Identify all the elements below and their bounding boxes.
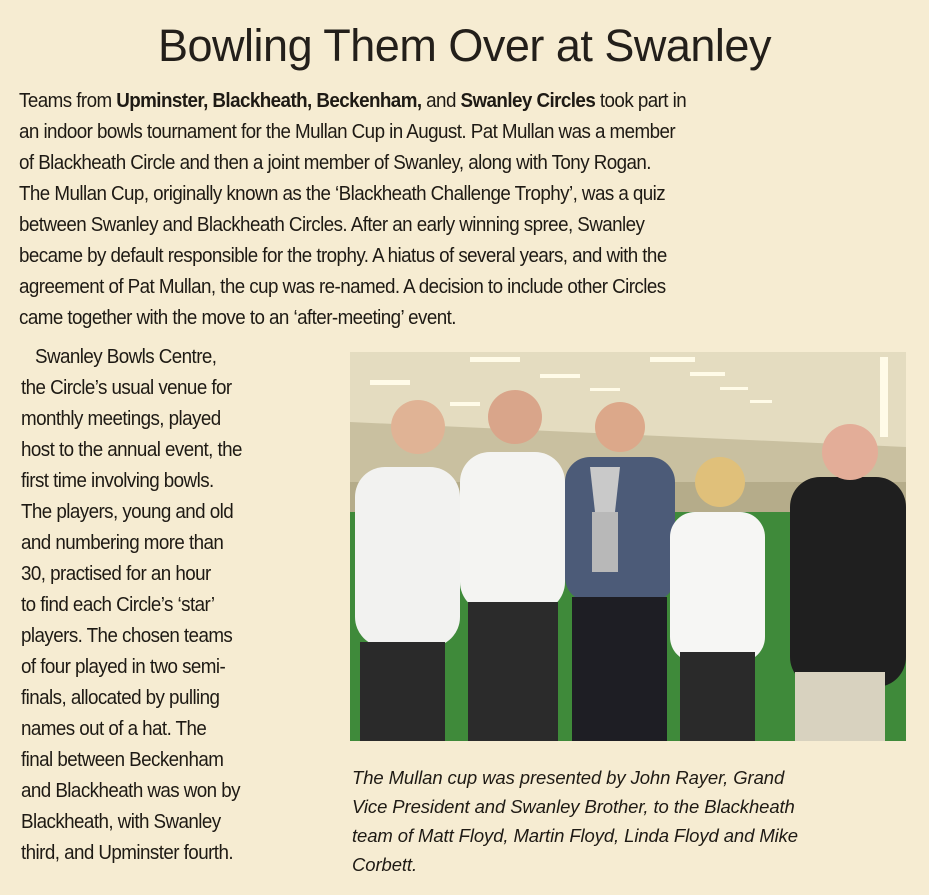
trophy-icon xyxy=(590,467,620,572)
column-line: the Circle’s usual venue for xyxy=(21,377,232,399)
intro-text: Teams from xyxy=(19,90,117,112)
intro-line: of Blackheath Circle and then a joint member of Swanley, along with Tony Rogan. xyxy=(19,152,651,174)
intro-line: became by default responsible for the trophy. A hiatus of several years, and with the xyxy=(19,245,667,267)
photo-illustration xyxy=(350,352,906,741)
photo-caption xyxy=(352,763,922,879)
body-column xyxy=(21,342,341,869)
column-line: 30, practised for an hour xyxy=(21,563,211,585)
column-line: names out of a hat. The xyxy=(21,718,207,740)
intro-text: took part in xyxy=(595,90,687,112)
intro-line xyxy=(19,86,865,117)
caption-line: Vice President and Swanley Brother, to the Blackheath xyxy=(352,796,795,817)
column-line: and Blackheath was won by xyxy=(21,780,240,802)
intro-paragraph xyxy=(19,86,919,334)
column-line: Blackheath, with Swanley xyxy=(21,811,221,833)
intro-line: agreement of Pat Mullan, the cup was re-named. A decision to include other Circles xyxy=(19,276,666,298)
column-line: monthly meetings, played xyxy=(21,408,221,430)
column-line: of four played in two semi- xyxy=(21,656,226,678)
caption-line: The Mullan cup was presented by John Rayer, Grand xyxy=(352,767,785,788)
intro-bold-swanley: Swanley Circles xyxy=(460,90,596,112)
column-line: first time involving bowls. xyxy=(21,470,214,492)
intro-bold-circles: Upminster, Blackheath, Beckenham, xyxy=(116,90,422,112)
caption-line: Corbett. xyxy=(352,854,418,875)
team-photo xyxy=(350,352,906,741)
intro-line: came together with the move to an ‘after-meeting’ event. xyxy=(19,307,456,329)
column-line: Swanley Bowls Centre, xyxy=(21,346,217,368)
caption-line: team of Matt Floyd, Martin Floyd, Linda Floyd and Mike xyxy=(352,825,798,846)
column-line: host to the annual event, the xyxy=(21,439,242,461)
column-line: final between Beckenham xyxy=(21,749,224,771)
intro-line: between Swanley and Blackheath Circles. After an early winning spree, Swanley xyxy=(19,214,645,236)
intro-line: The Mullan Cup, originally known as the ‘Blackheath Challenge Trophy’, was a quiz xyxy=(19,183,666,205)
column-line: finals, allocated by pulling xyxy=(21,687,220,709)
intro-line: an indoor bowls tournament for the Mullan Cup in August. Pat Mullan was a member xyxy=(19,121,676,143)
column-line: players. The chosen teams xyxy=(21,625,233,647)
column-line: The players, young and old xyxy=(21,501,234,523)
article-title: Bowling Them Over at Swanley xyxy=(158,20,771,71)
column-line: third, and Upminster fourth. xyxy=(21,842,234,864)
column-line: and numbering more than xyxy=(21,532,224,554)
intro-text: and xyxy=(421,90,461,112)
column-line: to find each Circle’s ‘star’ xyxy=(21,594,215,616)
